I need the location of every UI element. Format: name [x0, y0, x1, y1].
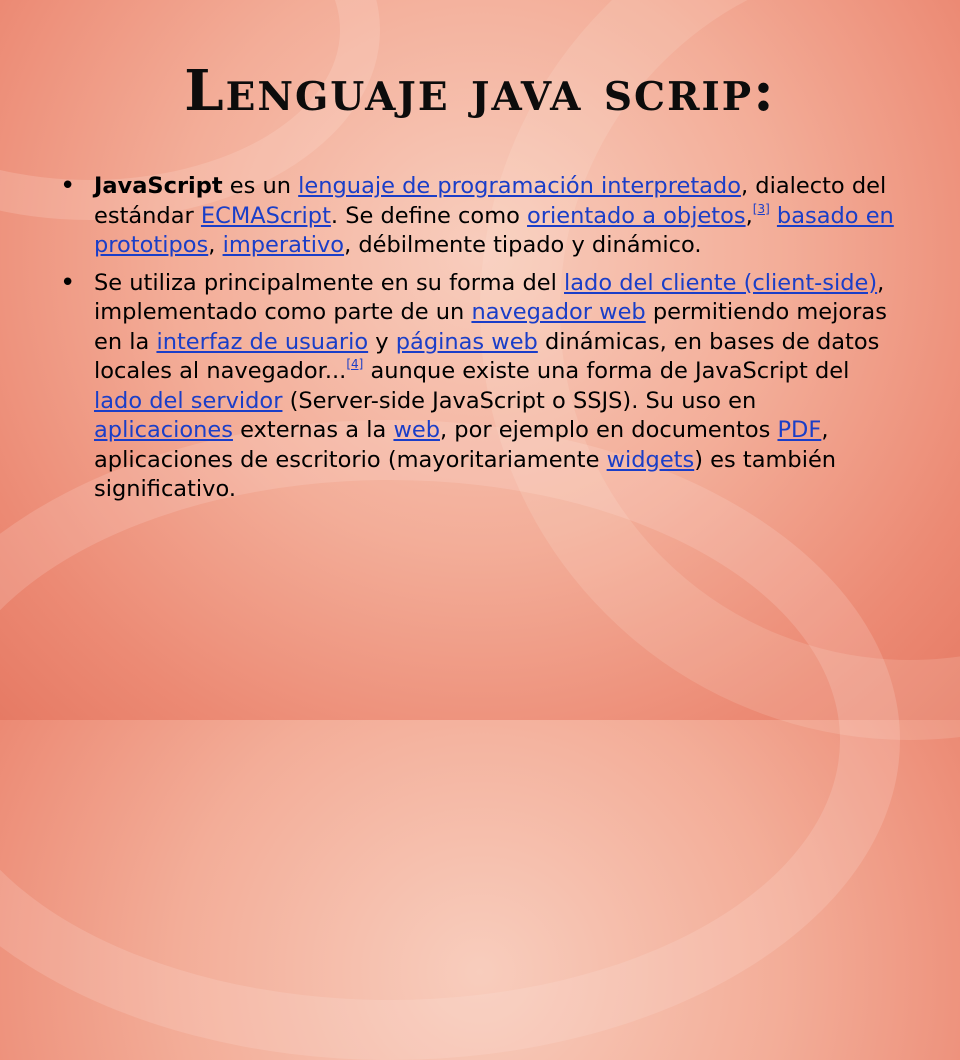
body-text: (Server-side JavaScript o SSJS). Su uso en	[282, 387, 757, 414]
hyperlink[interactable]: aplicaciones	[94, 417, 233, 443]
hyperlink[interactable]: orientado a objetos	[527, 202, 746, 229]
hyperlink[interactable]: lado del cliente (client-side)	[564, 269, 878, 296]
bold-term: JavaScript	[94, 173, 223, 199]
bullet-item	[60, 269, 900, 505]
slide-title: Lenguaje java scrip:	[184, 58, 776, 124]
body-text	[770, 203, 777, 229]
body-text: , débilmente tipado y dinámico.	[344, 232, 702, 258]
body-text: . Se define como	[330, 202, 528, 229]
body-text: ) es también significativo.	[94, 446, 837, 502]
hyperlink[interactable]: widgets	[606, 446, 695, 473]
body-text: permitiendo mejoras en la	[94, 299, 887, 355]
bullet-list	[60, 172, 900, 505]
body-text: es un	[222, 173, 299, 199]
hyperlink[interactable]: ECMAScript	[200, 202, 331, 229]
hyperlink[interactable]: imperativo	[222, 232, 345, 258]
body-text: dinámicas, en bases de datos locales al navegador...	[94, 328, 880, 384]
hyperlink[interactable]: basado en prototipos	[94, 202, 894, 258]
body-text: Se utiliza principalmente en su forma del	[94, 269, 565, 296]
hyperlink[interactable]: web	[393, 417, 440, 443]
hyperlink[interactable]: navegador web	[471, 299, 646, 325]
hyperlink[interactable]: PDF	[777, 417, 822, 443]
hyperlink[interactable]: interfaz de usuario	[156, 328, 369, 355]
background-swirl	[0, 420, 900, 1060]
citation-superscript	[346, 357, 363, 371]
body-text: aunque existe una forma de JavaScript del	[363, 358, 850, 384]
body-text: , por ejemplo en documentos	[439, 417, 778, 443]
reference-link[interactable]: [4]	[346, 357, 364, 371]
hyperlink[interactable]: lenguaje de programación interpretado	[298, 173, 741, 199]
body-text: , dialecto del estándar	[94, 173, 887, 229]
hyperlink[interactable]: páginas web	[395, 328, 538, 355]
body-text: , implementado como parte de un	[94, 269, 885, 325]
citation-superscript	[753, 202, 770, 216]
bullet-item	[60, 172, 900, 261]
hyperlink[interactable]: lado del servidor	[94, 387, 283, 414]
body-text: , aplicaciones de escritorio (mayoritariamente	[94, 417, 829, 473]
reference-link[interactable]: [3]	[752, 201, 770, 216]
body-text: y	[368, 328, 396, 355]
body-text: ,	[745, 202, 753, 229]
slide-body	[60, 172, 900, 513]
body-text: externas a la	[232, 417, 394, 443]
body-text: ,	[208, 232, 223, 258]
